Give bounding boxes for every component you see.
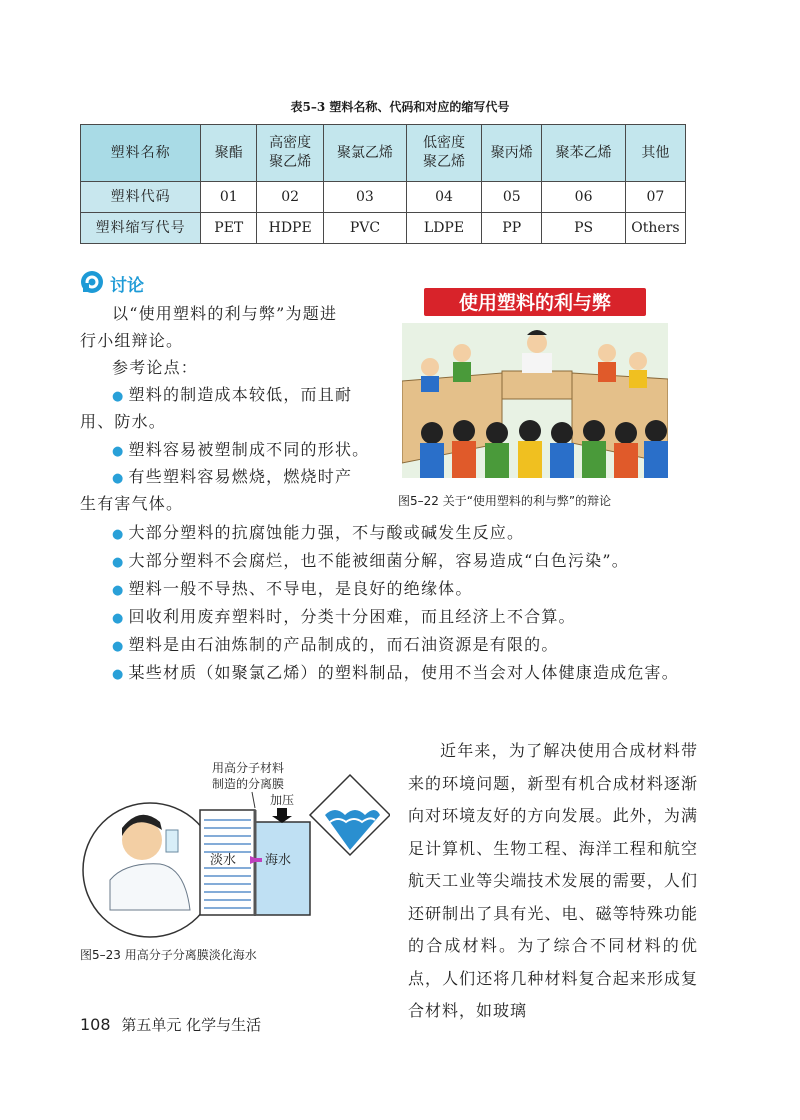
list-item [112, 519, 524, 548]
list-item [112, 463, 352, 492]
list-item [112, 631, 559, 660]
membrane-label-line1: 用高分子材料 [212, 761, 285, 775]
debate-scene-image [402, 283, 668, 478]
table-cell: PET [201, 213, 257, 244]
table-cell: 03 [323, 182, 406, 213]
membrane-label-line2: 制造的分离膜 [212, 777, 285, 791]
point-continuation: 生有害气体。 [80, 494, 184, 513]
point-text: 某些材质（如聚氯乙烯）的塑料制品，使用不当会对人体健康造成危害。 [128, 663, 679, 682]
bullet-icon: ● [112, 583, 125, 598]
table-cell: 聚丙烯 [482, 125, 542, 182]
point-text: 塑料是由石油炼制的产品制成的，而石油资源是有限的。 [128, 635, 559, 654]
bullet-icon: ● [112, 667, 125, 682]
intro-line: 行小组辩论。 [80, 331, 184, 350]
table-cell: 04 [406, 182, 481, 213]
table-row-header: 塑料代码 [81, 182, 201, 213]
bullet-icon: ● [112, 555, 125, 570]
table-cell: 07 [625, 182, 685, 213]
banner-title: 使用塑料的利与弊 [458, 292, 612, 314]
page-footer [80, 1014, 261, 1035]
unit-title: 第五单元 化学与生活 [121, 1016, 262, 1034]
desalination-illustration [80, 760, 390, 940]
table-cell: 聚氯乙烯 [323, 125, 406, 182]
table-cell: 02 [257, 182, 324, 213]
table-cell: 05 [482, 182, 542, 213]
point-text: 塑料容易被塑制成不同的形状。 [128, 440, 370, 459]
reference-label: 参考论点： [112, 358, 199, 377]
point-text: 大部分塑料不会腐烂，也不能被细菌分解，容易造成“白色污染”。 [128, 551, 629, 570]
bullet-icon: ● [112, 527, 125, 542]
page-number: 108 [80, 1015, 111, 1034]
table-cell: PVC [323, 213, 406, 244]
desalination-diagram [80, 760, 390, 940]
point-text: 有些塑料容易燃烧，燃烧时产 [128, 467, 353, 486]
table-cell: HDPE [257, 213, 324, 244]
fresh-water-label: 淡水 [210, 853, 237, 868]
list-item [112, 659, 679, 688]
bullet-icon: ● [112, 639, 125, 654]
point-text: 大部分塑料的抗腐蚀能力强，不与酸或碱发生反应。 [128, 523, 525, 542]
point-text: 回收利用废弃塑料时，分类十分困难，而且经济上不合算。 [128, 607, 576, 626]
table-cell: 聚苯乙烯 [542, 125, 625, 182]
intro-line: 以“使用塑料的利与弊”为题进 [112, 304, 338, 323]
bullet-icon: ● [112, 444, 125, 459]
table-row [81, 182, 686, 213]
bullet-icon: ● [112, 471, 125, 486]
table-cell: PP [482, 213, 542, 244]
figure-caption-5-23: 图5–23 用高分子分离膜淡化海水 [80, 948, 257, 962]
point-continuation: 用、防水。 [80, 412, 167, 431]
bullet-icon: ● [112, 389, 125, 404]
table-row-header: 塑料名称 [81, 125, 201, 182]
table-row-header: 塑料缩写代号 [81, 213, 201, 244]
table-row [81, 213, 686, 244]
table-caption: 表5–3 塑料名称、代码和对应的缩写代号 [290, 100, 510, 114]
table-cell: 其他 [625, 125, 685, 182]
table-cell: 聚酯 [201, 125, 257, 182]
table-cell: 高密度 聚乙烯 [257, 125, 324, 182]
point-text: 塑料的制造成本较低，而且耐 [128, 385, 353, 404]
body-paragraph: 近年来，为了解决使用合成材料带来的环境问题，新型有机合成材料逐渐向对环境友好的方向发展。此外，为满足计算机、生物工程、海洋工程和航空航天工业等尖端技术发展的需要，人们还研制出了具有光、电、磁等特殊功能的合成材料。为了综合不同材料的优点，人们还将几种材料复合起来形成复合材料，如玻璃 [408, 741, 698, 1020]
discussion-title: 讨论 [110, 276, 144, 296]
plastics-table [80, 124, 686, 244]
table-cell: LDPE [406, 213, 481, 244]
discussion-icon [80, 270, 104, 294]
point-text: 塑料一般不导热、不导电，是良好的绝缘体。 [128, 579, 473, 598]
list-item [112, 547, 629, 576]
sea-water-label: 海水 [265, 853, 292, 868]
list-item [112, 381, 352, 410]
table-cell: PS [542, 213, 625, 244]
figure-caption-5-22: 图5–22 关于“使用塑料的利与弊”的辩论 [398, 494, 612, 508]
table-cell: 06 [542, 182, 625, 213]
list-item [112, 575, 473, 604]
table-cell: 01 [201, 182, 257, 213]
debate-illustration [402, 283, 668, 478]
pressure-label: 加压 [270, 793, 295, 807]
table-cell: 低密度 聚乙烯 [406, 125, 481, 182]
list-item [112, 603, 576, 632]
table-cell: Others [625, 213, 685, 244]
bullet-icon: ● [112, 611, 125, 626]
table-row [81, 125, 686, 182]
list-item [112, 436, 369, 465]
